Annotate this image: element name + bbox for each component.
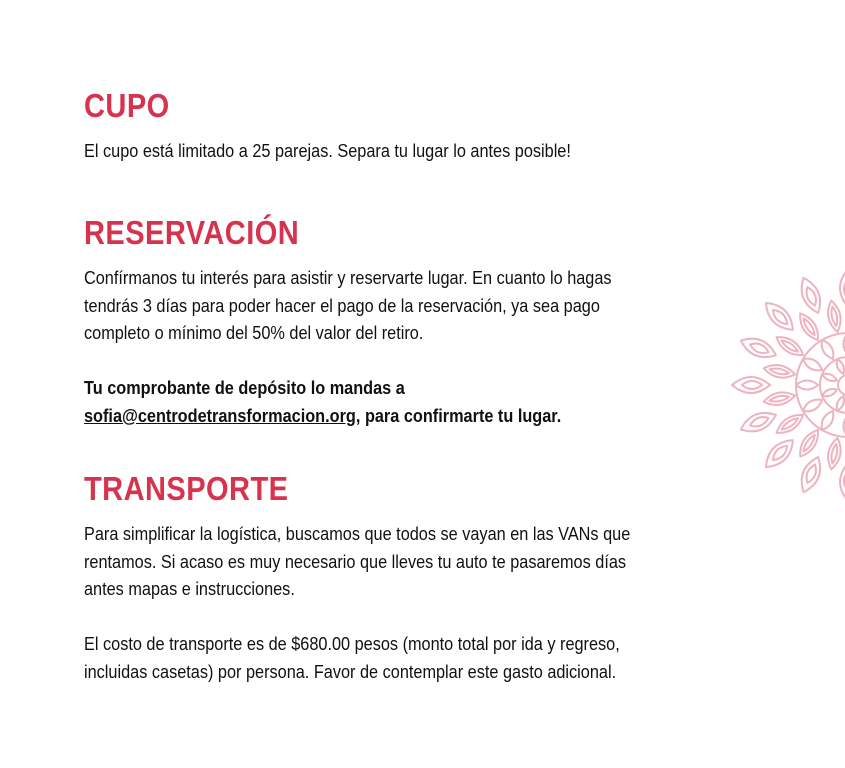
transporte-text (84, 520, 630, 603)
reservacion-heading: RESERVACIÓN (84, 214, 300, 251)
transporte-line-1: Para simplificar la logística, buscamos que todos se vayan en las VANs que (84, 523, 631, 544)
transporte-heading: TRANSPORTE (84, 470, 289, 507)
transporte-cost-line-1: El costo de transporte es de $680.00 pesos (monto total por ida y regreso, (84, 633, 620, 654)
email-link[interactable]: sofia@centrodetransformacion.org (84, 404, 356, 426)
transporte-cost-line-2: incluidas casetas) por persona. Favor de contemplar este gasto adicional. (84, 660, 617, 682)
reservacion-line-2: tendrás 3 días para poder hacer el pago de la reservación, ya sea pago (84, 294, 600, 316)
cupo-text (84, 137, 571, 165)
reservacion-note-line-1: Tu comprobante de depósito lo mandas a (84, 377, 405, 398)
reservacion-note-line-2 (84, 402, 561, 430)
reservacion-line-3: completo o mínimo del 50% del valor del retiro. (84, 322, 424, 343)
cupo-heading: CUPO (84, 87, 170, 124)
mandala-icon (728, 265, 845, 505)
reservacion-line-1: Confírmanos tu interés para asistir y reservarte lugar. En cuanto lo hagas (84, 267, 612, 288)
cupo-text-line: El cupo está limitado a 25 parejas. Separa tu lugar lo antes posible! (84, 140, 571, 161)
transporte-line-3: antes mapas e instrucciones. (84, 578, 295, 599)
reservacion-text (84, 264, 612, 347)
reservacion-note (84, 374, 561, 429)
transporte-line-2: rentamos. Si acaso es muy necesario que lleves tu auto te pasaremos días (84, 550, 627, 572)
transporte-cost (84, 630, 620, 685)
reservacion-note-rest: , para confirmarte tu lugar. (355, 404, 562, 426)
